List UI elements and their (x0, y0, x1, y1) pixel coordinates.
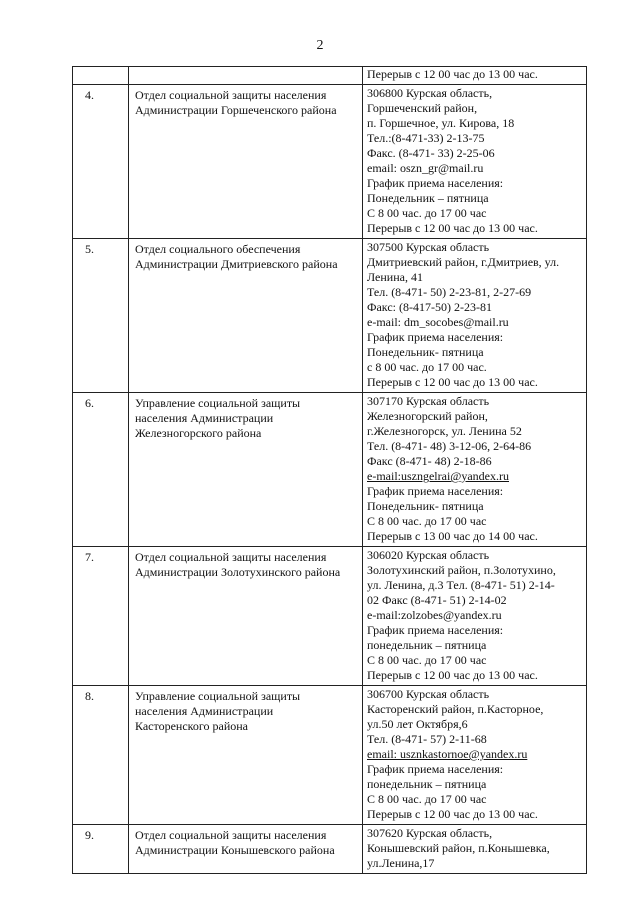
agency-name-line: Отдел социальной защиты населения (135, 828, 327, 842)
contact-line: 307620 Курская область, (367, 826, 493, 840)
agencies-table (72, 66, 587, 874)
contact-info (363, 547, 587, 685)
contact-line: Железногорский район, (367, 409, 488, 423)
contact-info (363, 825, 587, 873)
contact-line: Перерыв с 12 00 час до 13 00 час. (367, 668, 538, 682)
contact-line: Понедельник- пятница (367, 345, 484, 359)
agency-name-line: Отдел социальной защиты населения (135, 550, 327, 564)
agency-name (129, 547, 363, 685)
contact-line: Горшеченский район, (367, 101, 478, 115)
contact-line: С 8 00 час. до 17 00 час (367, 206, 487, 220)
contact-line: Перерыв с 12 00 час до 13 00 час. (367, 807, 538, 821)
contact-line: email: oszn_gr@mail.ru (367, 161, 484, 175)
table-row (73, 239, 587, 393)
contact-line: График приема населения: (367, 176, 504, 190)
contact-line: Тел. (8-471- 50) 2-23-81, 2-27-69 (367, 285, 532, 299)
contact-line: email: usznkastornoe@yandex.ru (367, 747, 528, 761)
contact-info (363, 686, 587, 824)
table-row (73, 686, 587, 825)
contact-line: Факс: (8-417-50) 2-23-81 (367, 300, 492, 314)
contact-info (363, 85, 587, 238)
contact-line: Факс (8-471- 48) 2-18-86 (367, 454, 492, 468)
row-number: 4. (73, 85, 129, 238)
table-row (73, 393, 587, 547)
contact-line: ул. Ленина, д.3 Тел. (8-471- 51) 2-14- (367, 578, 555, 592)
contact-line: понедельник – пятница (367, 777, 487, 791)
contact-line: Золотухинский район, п.Золотухино, (367, 563, 556, 577)
contact-line: Тел. (8-471- 57) 2-11-68 (367, 732, 487, 746)
agency-name-line: Отдел социального обеспечения (135, 242, 301, 256)
row-number: 5. (73, 239, 129, 392)
row-number (73, 67, 129, 84)
table-row (73, 67, 587, 85)
contact-line: п. Горшечное, ул. Кирова, 18 (367, 116, 515, 130)
page-number: 2 (316, 38, 324, 53)
contact-line: Перерыв с 12 00 час до 13 00 час. (367, 221, 538, 235)
contact-line: График приема населения: (367, 623, 504, 637)
contact-line: Тел. (8-471- 48) 3-12-06, 2-64-86 (367, 439, 532, 453)
contact-line: Перерыв с 12 00 час до 13 00 час. (367, 375, 538, 389)
contact-info (363, 67, 587, 84)
agency-name-line: Администрации Дмитриевского района (135, 257, 338, 271)
contact-line: С 8 00 час. до 17 00 час (367, 792, 487, 806)
contact-line: Касторенский район, п.Касторное, (367, 702, 544, 716)
contact-line: График приема населения: (367, 484, 504, 498)
contact-line: Ленина, 41 (367, 270, 423, 284)
contact-line: 307170 Курская область (367, 394, 490, 408)
contact-line: 02 Факс (8-471- 51) 2-14-02 (367, 593, 507, 607)
row-number: 6. (73, 393, 129, 546)
contact-line: График приема населения: (367, 762, 504, 776)
contact-line: ул.Ленина,17 (367, 856, 435, 870)
agency-name (129, 85, 363, 238)
contact-line: Факс. (8-471- 33) 2-25-06 (367, 146, 495, 160)
agency-name-line: Администрации Золотухинского района (135, 565, 341, 579)
contact-line: График приема населения: (367, 330, 504, 344)
contact-info (363, 393, 587, 546)
contact-line: Дмитриевский район, г.Дмитриев, ул. (367, 255, 560, 269)
contact-line: г.Железногорск, ул. Ленина 52 (367, 424, 522, 438)
contact-line: e-mail:zolzobes@yandex.ru (367, 608, 502, 622)
contact-line: ул.50 лет Октября,6 (367, 717, 468, 731)
contact-line: С 8 00 час. до 17 00 час (367, 653, 487, 667)
contact-info (363, 239, 587, 392)
contact-line: 306020 Курская область (367, 548, 490, 562)
agency-name (129, 825, 363, 873)
contact-line: с 8 00 час. до 17 00 час. (367, 360, 487, 374)
agency-name-line: Железногорского района (135, 426, 262, 440)
table-row (73, 825, 587, 874)
agency-name (129, 686, 363, 824)
contact-line: 306700 Курская область (367, 687, 490, 701)
agency-name-line: населения Администрации (135, 411, 274, 425)
agency-name-line: Отдел социальной защиты населения (135, 88, 327, 102)
contact-line: Понедельник- пятница (367, 499, 484, 513)
table-row (73, 547, 587, 686)
agency-name-line: Управление социальной защиты (135, 396, 301, 410)
agency-name (129, 239, 363, 392)
contact-line: Понедельник – пятница (367, 191, 489, 205)
contact-line: Перерыв с 13 00 час до 14 00 час. (367, 529, 538, 543)
contact-line: e-mail: dm_socobes@mail.ru (367, 315, 509, 329)
row-number: 9. (73, 825, 129, 873)
table-row (73, 85, 587, 239)
agency-name (129, 393, 363, 546)
agency-name-line: Касторенского района (135, 719, 248, 733)
contact-line: С 8 00 час. до 17 00 час (367, 514, 487, 528)
agency-name-line: населения Администрации (135, 704, 274, 718)
row-number: 7. (73, 547, 129, 685)
contact-line: 306800 Курская область, (367, 86, 493, 100)
agency-name-line: Администрации Конышевского района (135, 843, 335, 857)
contact-line: Конышевский район, п.Конышевка, (367, 841, 550, 855)
contact-line: понедельник – пятница (367, 638, 487, 652)
agency-name (129, 67, 363, 84)
contact-line: Перерыв с 12 00 час до 13 00 час. (367, 67, 538, 81)
agency-name-line: Управление социальной защиты (135, 689, 301, 703)
contact-line: e-mail:uszngelrai@yandex.ru (367, 469, 509, 483)
contact-line: Тел.:(8-471-33) 2-13-75 (367, 131, 485, 145)
row-number: 8. (73, 686, 129, 824)
contact-line: 307500 Курская область (367, 240, 490, 254)
agency-name-line: Администрации Горшеченского района (135, 103, 337, 117)
